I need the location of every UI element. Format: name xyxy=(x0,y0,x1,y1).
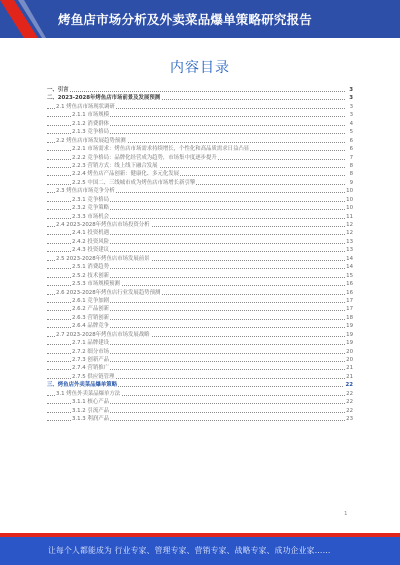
toc-entry-text: 2.4.1 投资机遇 xyxy=(72,230,109,237)
toc-entry[interactable] xyxy=(47,415,353,423)
toc-entry-text: 2.3.1 竞争格局 xyxy=(72,196,109,203)
toc-entry[interactable] xyxy=(47,305,353,313)
toc-entry-page: 4 xyxy=(349,120,353,127)
toc-entry[interactable] xyxy=(47,196,353,204)
toc-entry-page: 8 xyxy=(349,162,353,169)
toc-entry-page: 3 xyxy=(349,103,353,110)
toc-entry[interactable] xyxy=(47,272,353,280)
toc-entry-text: 2.4 2023-2028年烤鱼店市场投资分析 xyxy=(56,222,150,228)
toc-entry-text: 2.5 2023-2028年烤鱼店市场发展前景 xyxy=(56,255,150,262)
toc-entry-text: 2.6.2 产品创新 xyxy=(72,306,109,313)
toc-entry-page: 10 xyxy=(346,205,353,212)
toc-entry[interactable] xyxy=(47,213,353,221)
toc-entry[interactable] xyxy=(47,103,353,111)
toc-entry[interactable] xyxy=(47,373,353,381)
toc-entry[interactable] xyxy=(47,314,353,322)
toc-entry-page: 16 xyxy=(346,281,353,288)
toc-entry-text: 2.4.3 投资建议 xyxy=(72,247,109,254)
toc-entry[interactable] xyxy=(47,339,353,347)
toc-entry-page: 18 xyxy=(346,314,353,321)
table-of-contents xyxy=(47,86,353,424)
toc-entry-text: 2.1.1 市场规模 xyxy=(72,112,109,119)
toc-entry[interactable] xyxy=(47,297,353,305)
toc-entry-page: 6 xyxy=(349,146,353,153)
toc-entry-text: 2.2.4 烤鱼店产品创新：健康化、多元化发展 xyxy=(72,171,180,178)
toc-entry-text: 2.6.1 竞争加剧 xyxy=(72,297,109,304)
toc-entry-text: 2.6.4 品牌竞争 xyxy=(72,323,109,330)
toc-entry-text: 2.1 烤鱼店市场现状调研 xyxy=(56,103,115,110)
toc-entry[interactable] xyxy=(47,280,353,288)
toc-entry[interactable] xyxy=(47,128,353,136)
toc-entry[interactable] xyxy=(47,246,353,254)
toc-entry-page: 13 xyxy=(346,247,353,254)
toc-entry-text: 3.1 烤鱼外卖菜品爆单方法 xyxy=(56,390,121,397)
toc-entry-page: 11 xyxy=(346,213,353,220)
toc-entry[interactable] xyxy=(47,348,353,356)
toc-entry-text: 2.2 烤鱼店市场发展趋势预测 xyxy=(56,137,126,144)
toc-entry-page: 14 xyxy=(346,255,353,262)
toc-entry-page: 10 xyxy=(346,188,353,195)
toc-entry-text: 2.1.3 竞争格局 xyxy=(72,129,109,136)
header-red-band xyxy=(0,0,46,38)
toc-entry-page: 7 xyxy=(349,154,353,161)
toc-entry-text: 2.1.2 消费群体 xyxy=(72,120,109,127)
toc-entry-page: 13 xyxy=(346,238,353,245)
toc-entry-text: 2.5.1 消费趋势 xyxy=(72,264,109,271)
toc-entry-page: 14 xyxy=(346,264,353,271)
toc-entry-text: 3.1.2 引流产品 xyxy=(72,407,109,414)
toc-entry-text: 2.7.4 营销推广 xyxy=(72,365,109,372)
toc-entry-text: 2.2.2 竞争格局：品牌化经营成为趋势，市场集中度逐步提升 xyxy=(72,154,217,161)
toc-entry-page: 23 xyxy=(346,416,353,423)
toc-entry[interactable] xyxy=(47,137,353,145)
toc-entry-page: 3 xyxy=(349,87,353,93)
toc-entry-text: 2.2.3 营销方式：线上线下融合发展 xyxy=(72,162,158,169)
toc-entry-text: 2.7.1 品牌建设 xyxy=(72,340,109,347)
toc-entry-text: 三、烤鱼店外卖菜品爆单策略 xyxy=(47,382,118,389)
toc-entry[interactable] xyxy=(47,331,353,339)
toc-entry[interactable] xyxy=(47,238,353,246)
toc-entry[interactable] xyxy=(47,390,353,398)
toc-entry-text: 3.1.3 利润产品 xyxy=(72,416,109,423)
toc-leader-dots xyxy=(47,91,345,92)
toc-entry-text: 2.7.3 创新产品 xyxy=(72,357,109,363)
toc-entry-text: 3.1.1 核心产品 xyxy=(72,399,109,406)
toc-entry-page: 20 xyxy=(346,348,353,355)
toc-entry-page: 22 xyxy=(346,399,353,406)
toc-entry-text: 2.3.2 竞争策略 xyxy=(72,205,109,212)
toc-entry-page: 12 xyxy=(346,222,353,228)
toc-entry-text: 2.6.3 营销创新 xyxy=(72,314,109,321)
toc-entry-page: 15 xyxy=(346,272,353,279)
toc-entry-text: 2.3.3 市场机会 xyxy=(72,213,109,220)
footer-red-stripe xyxy=(0,533,400,537)
toc-entry-page: 8 xyxy=(349,171,353,178)
toc-entry-page: 6 xyxy=(349,137,353,144)
toc-entry[interactable] xyxy=(47,120,353,128)
page-number: 1 xyxy=(344,511,348,517)
toc-entry[interactable] xyxy=(47,398,353,406)
toc-entry[interactable] xyxy=(47,187,353,195)
toc-entry-page: 3 xyxy=(349,112,353,119)
toc-entry[interactable] xyxy=(47,381,353,389)
toc-entry-page: 19 xyxy=(346,340,353,347)
toc-entry[interactable] xyxy=(47,229,353,237)
toc-entry[interactable] xyxy=(47,221,353,229)
toc-entry-page: 5 xyxy=(349,129,353,136)
toc-entry-text: 一、引言 xyxy=(47,87,69,93)
toc-entry-page: 12 xyxy=(346,230,353,237)
toc-entry-text: 二、2023-2028年烤鱼店市场前景及发展预测 xyxy=(47,95,161,102)
toc-entry-text: 2.4.2 投资风险 xyxy=(72,238,109,245)
header-bar xyxy=(0,0,400,38)
toc-entry-page: 10 xyxy=(346,196,353,203)
toc-entry-page: 9 xyxy=(349,179,353,186)
toc-entry-page: 20 xyxy=(346,357,353,363)
toc-entry[interactable] xyxy=(47,179,353,187)
report-title: 烤鱼店市场分析及外卖菜品爆单策略研究报告 xyxy=(58,12,313,27)
footer-slogan: 让每个人都能成为 行业专家、管理专家、营销专家、战略专家、成功企业家…… xyxy=(48,546,331,555)
toc-entry-text: 2.5.2 技术创新 xyxy=(72,272,109,279)
toc-entry-page: 22 xyxy=(346,390,353,397)
toc-entry-text: 2.2.5 中国二、三线城市成为烤鱼店市场增长新引擎 xyxy=(72,179,196,186)
toc-heading: 内容目录 xyxy=(170,60,230,76)
toc-entry[interactable] xyxy=(47,289,353,297)
toc-entry-text: 2.7.5 供应链管理 xyxy=(72,373,115,380)
toc-entry[interactable] xyxy=(47,255,353,263)
toc-entry[interactable] xyxy=(47,263,353,271)
toc-entry[interactable] xyxy=(47,407,353,415)
toc-entry[interactable] xyxy=(47,86,353,94)
toc-entry-page: 17 xyxy=(346,306,353,313)
toc-entry[interactable] xyxy=(47,145,353,153)
toc-entry[interactable] xyxy=(47,111,353,119)
toc-entry[interactable] xyxy=(47,204,353,212)
toc-entry-text: 2.5.3 市场规模预测 xyxy=(72,281,120,288)
toc-entry-text: 2.7 2023-2028年烤鱼店市场发展战略 xyxy=(56,331,150,338)
footer xyxy=(0,525,400,565)
toc-entry-page: 3 xyxy=(349,95,353,102)
toc-entry[interactable] xyxy=(47,154,353,162)
toc-entry-page: 22 xyxy=(345,382,353,389)
toc-entry-page: 17 xyxy=(346,297,353,304)
toc-entry[interactable] xyxy=(47,364,353,372)
toc-entry-page: 19 xyxy=(346,323,353,330)
toc-entry[interactable] xyxy=(47,162,353,170)
toc-entry-page: 22 xyxy=(346,407,353,414)
toc-entry[interactable] xyxy=(47,356,353,364)
toc-entry-text: 2.3 烤鱼店市场竞争分析 xyxy=(56,188,115,195)
toc-entry-text: 2.6 2023-2028年烤鱼店行业发展趋势预测 xyxy=(56,289,161,296)
toc-entry-page: 21 xyxy=(346,373,353,380)
toc-entry-page: 19 xyxy=(346,331,353,338)
toc-entry-text: 2.2.1 市场需求：烤鱼店市场需求持续增长，个性化和高品质需求日益凸显 xyxy=(72,146,250,153)
toc-entry-page: 21 xyxy=(346,365,353,372)
toc-entry[interactable] xyxy=(47,170,353,178)
toc-entry-page: 16 xyxy=(346,289,353,296)
toc-entry[interactable] xyxy=(47,94,353,102)
toc-entry-text: 2.7.2 细分市场 xyxy=(72,348,109,355)
toc-entry[interactable] xyxy=(47,322,353,330)
